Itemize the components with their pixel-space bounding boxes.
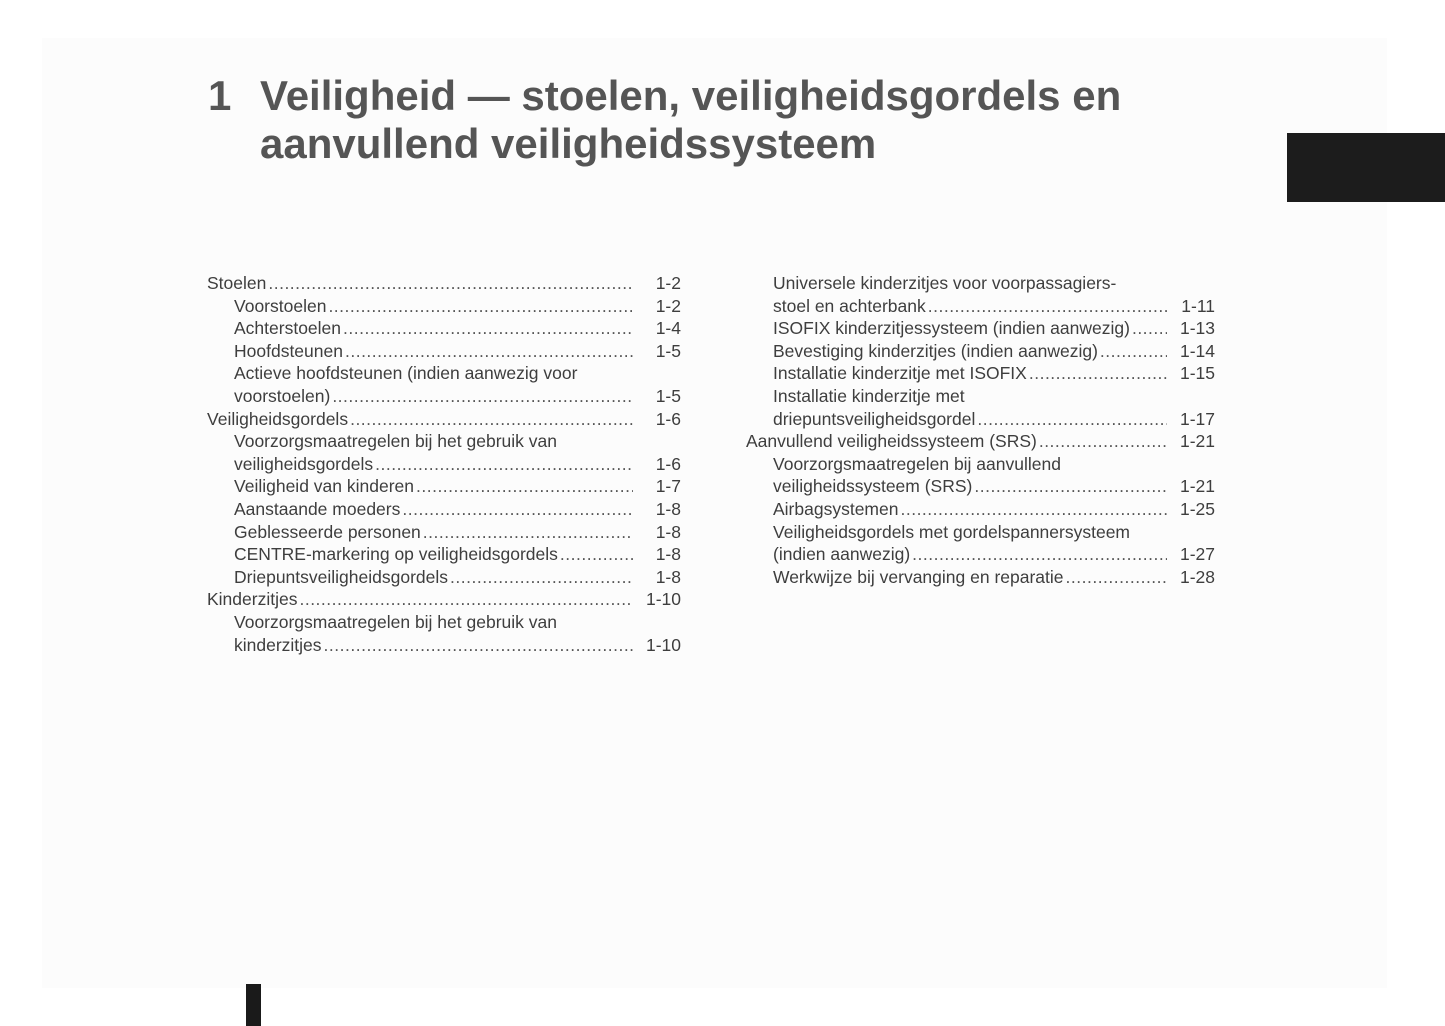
dot-leader bbox=[977, 408, 1167, 431]
toc-entry-line bbox=[207, 272, 681, 295]
dot-leader bbox=[1132, 317, 1167, 340]
toc-entry-line bbox=[234, 385, 681, 408]
toc-entry-line bbox=[234, 566, 681, 589]
toc-entry-title-line: Voorzorgsmaatregelen bij het gebruik van bbox=[234, 611, 557, 632]
toc-subsection-entry[interactable] bbox=[207, 362, 681, 407]
toc-entry-title: stoel en achterbank bbox=[773, 295, 926, 316]
toc-entry-line bbox=[234, 543, 681, 566]
toc-subsection-entry[interactable] bbox=[746, 566, 1215, 589]
toc-page-number: 1-5 bbox=[655, 340, 681, 361]
toc-entry-line bbox=[773, 498, 1215, 521]
toc-subsection-entry[interactable] bbox=[746, 340, 1215, 363]
dot-leader bbox=[928, 295, 1167, 318]
toc-page-number: 1-21 bbox=[1179, 431, 1215, 452]
toc-subsection-entry[interactable] bbox=[746, 385, 1215, 430]
toc-right-column bbox=[746, 272, 1215, 588]
toc-subsection-entry[interactable] bbox=[207, 521, 681, 544]
toc-entry-title: Kinderzitjes bbox=[207, 589, 298, 610]
toc-entry-title: veiligheidsgordels bbox=[234, 453, 374, 474]
toc-subsection-entry[interactable] bbox=[207, 566, 681, 589]
dot-leader bbox=[974, 475, 1167, 498]
toc-subsection-entry[interactable] bbox=[746, 453, 1215, 498]
toc-entry-line bbox=[773, 362, 1215, 385]
toc-page-number: 1-2 bbox=[655, 273, 681, 293]
toc-page-number: 1-8 bbox=[655, 566, 681, 587]
toc-entry-title: Aanstaande moeders bbox=[234, 498, 401, 519]
toc-page-number: 1-13 bbox=[1179, 318, 1215, 339]
toc-entry-line bbox=[773, 566, 1215, 589]
toc-entry-line bbox=[773, 340, 1215, 363]
chapter-number: 1 bbox=[208, 72, 232, 119]
toc-page-number: 1-7 bbox=[655, 476, 681, 497]
toc-page-number: 1-21 bbox=[1179, 476, 1215, 497]
toc-subsection-entry[interactable] bbox=[746, 272, 1215, 317]
toc-section-entry[interactable] bbox=[207, 272, 681, 295]
toc-page-number: 1-8 bbox=[655, 521, 681, 542]
toc-section-entry[interactable] bbox=[746, 430, 1215, 453]
dot-leader bbox=[350, 408, 633, 431]
dot-leader bbox=[343, 317, 633, 340]
toc-page-number: 1-17 bbox=[1179, 408, 1215, 429]
dot-leader bbox=[1029, 362, 1167, 385]
dot-leader bbox=[560, 543, 633, 566]
footer-marker-bar bbox=[246, 984, 261, 1026]
toc-entry-line bbox=[207, 408, 681, 431]
toc-entry-title: voorstoelen) bbox=[234, 385, 331, 406]
toc-entry-title: Stoelen bbox=[207, 273, 267, 293]
toc-page-number: 1-28 bbox=[1179, 566, 1215, 587]
toc-entry-line bbox=[234, 340, 681, 363]
toc-subsection-entry[interactable] bbox=[746, 317, 1215, 340]
toc-subsection-entry[interactable] bbox=[207, 611, 681, 656]
toc-entry-line bbox=[234, 498, 681, 521]
toc-entry-line bbox=[773, 295, 1215, 318]
toc-entry-title: Voorstoelen bbox=[234, 295, 327, 316]
toc-entry-line bbox=[234, 453, 681, 476]
toc-subsection-entry[interactable] bbox=[746, 521, 1215, 566]
dot-leader bbox=[299, 588, 633, 611]
toc-page-number: 1-10 bbox=[645, 589, 681, 610]
toc-page-number: 1-2 bbox=[655, 295, 681, 316]
toc-page-number: 1-15 bbox=[1179, 363, 1215, 384]
toc-section-entry[interactable] bbox=[207, 588, 681, 611]
toc-entry-title-line: Installatie kinderzitje met bbox=[773, 385, 965, 406]
toc-entry-title: Driepuntsveiligheidsgordels bbox=[234, 566, 449, 587]
toc-page-number: 1-4 bbox=[655, 318, 681, 339]
toc-entry-line bbox=[234, 317, 681, 340]
toc-page-number: 1-5 bbox=[655, 385, 681, 406]
toc-subsection-entry[interactable] bbox=[207, 317, 681, 340]
toc-entry-title: kinderzitjes bbox=[234, 634, 322, 655]
toc-entry-title-line: Universele kinderzitjes voor voorpassagiers- bbox=[773, 273, 1117, 293]
dot-leader bbox=[402, 498, 633, 521]
chapter-title: Veiligheid — stoelen, veiligheidsgordels en aanvullend veiligheidssysteem bbox=[260, 72, 1122, 167]
toc-page-number: 1-11 bbox=[1181, 295, 1215, 316]
toc-entry-line bbox=[207, 588, 681, 611]
toc-entry-title: Aanvullend veiligheidssysteem (SRS) bbox=[746, 431, 1037, 452]
toc-entry-title-line: Actieve hoofdsteunen (indien aanwezig voor bbox=[234, 363, 578, 384]
dot-leader bbox=[345, 340, 633, 363]
toc-entry-title: Veiligheidsgordels bbox=[207, 408, 349, 429]
toc-entry-title: driepuntsveiligheidsgordel bbox=[773, 408, 976, 429]
chapter-thumb-tab bbox=[1287, 133, 1445, 202]
toc-entry-line bbox=[773, 408, 1215, 431]
dot-leader bbox=[1039, 430, 1167, 453]
toc-entry-line bbox=[746, 430, 1215, 453]
dot-leader bbox=[1066, 566, 1167, 589]
toc-subsection-entry[interactable] bbox=[207, 475, 681, 498]
toc-entry-line bbox=[773, 317, 1215, 340]
toc-subsection-entry[interactable] bbox=[207, 295, 681, 318]
toc-page-number: 1-8 bbox=[655, 544, 681, 565]
dot-leader bbox=[416, 475, 633, 498]
toc-entry-line bbox=[234, 521, 681, 544]
toc-subsection-entry[interactable] bbox=[207, 543, 681, 566]
toc-subsection-entry[interactable] bbox=[746, 362, 1215, 385]
toc-entry-title-line: Voorzorgsmaatregelen bij het gebruik van bbox=[234, 431, 557, 452]
toc-entry-title: Werkwijze bij vervanging en reparatie bbox=[773, 566, 1064, 587]
dot-leader bbox=[423, 521, 633, 544]
toc-entry-title: Hoofdsteunen bbox=[234, 340, 343, 361]
dot-leader bbox=[900, 498, 1167, 521]
toc-entry-title: CENTRE-markering op veiligheidsgordels bbox=[234, 544, 558, 565]
toc-subsection-entry[interactable] bbox=[207, 430, 681, 475]
toc-page-number: 1-25 bbox=[1179, 498, 1215, 519]
toc-subsection-entry[interactable] bbox=[207, 498, 681, 521]
toc-entry-title: (indien aanwezig) bbox=[773, 544, 911, 565]
toc-entry-line bbox=[234, 634, 681, 657]
toc-page-number: 1-6 bbox=[655, 453, 681, 474]
toc-entry-title: Veiligheid van kinderen bbox=[234, 476, 414, 497]
toc-entry-title: ISOFIX kinderzitjessysteem (indien aanwezig) bbox=[773, 318, 1130, 339]
toc-page-number: 1-8 bbox=[655, 498, 681, 519]
toc-entry-title-line: Voorzorgsmaatregelen bij aanvullend bbox=[773, 453, 1061, 474]
toc-entry-line bbox=[234, 475, 681, 498]
toc-page-number: 1-6 bbox=[655, 408, 681, 429]
toc-page-number: 1-14 bbox=[1179, 340, 1215, 361]
toc-entry-line bbox=[773, 475, 1215, 498]
dot-leader bbox=[268, 272, 633, 295]
dot-leader bbox=[912, 543, 1167, 566]
toc-subsection-entry[interactable] bbox=[746, 498, 1215, 521]
toc-entry-title-line: Veiligheidsgordels met gordelspannersysteem bbox=[773, 521, 1131, 542]
toc-entry-title: veiligheidssysteem (SRS) bbox=[773, 476, 973, 497]
toc-entry-line bbox=[773, 543, 1215, 566]
toc-page-number: 1-27 bbox=[1179, 544, 1215, 565]
toc-entry-title: Bevestiging kinderzitjes (indien aanwezig) bbox=[773, 340, 1098, 361]
toc-entry-line bbox=[234, 295, 681, 318]
toc-section-entry[interactable] bbox=[207, 408, 681, 431]
toc-entry-title: Installatie kinderzitje met ISOFIX bbox=[773, 363, 1027, 384]
toc-page-number: 1-10 bbox=[645, 634, 681, 655]
toc-subsection-entry[interactable] bbox=[207, 340, 681, 363]
toc-entry-title: Airbagsystemen bbox=[773, 498, 899, 519]
dot-leader bbox=[328, 295, 633, 318]
dot-leader bbox=[450, 566, 633, 589]
dot-leader bbox=[1100, 340, 1167, 363]
dot-leader bbox=[332, 385, 633, 408]
dot-leader bbox=[324, 634, 633, 657]
toc-entry-title: Achterstoelen bbox=[234, 318, 342, 339]
dot-leader bbox=[375, 453, 633, 476]
toc-left-column bbox=[207, 272, 681, 656]
toc-entry-title: Geblesseerde personen bbox=[234, 521, 421, 542]
